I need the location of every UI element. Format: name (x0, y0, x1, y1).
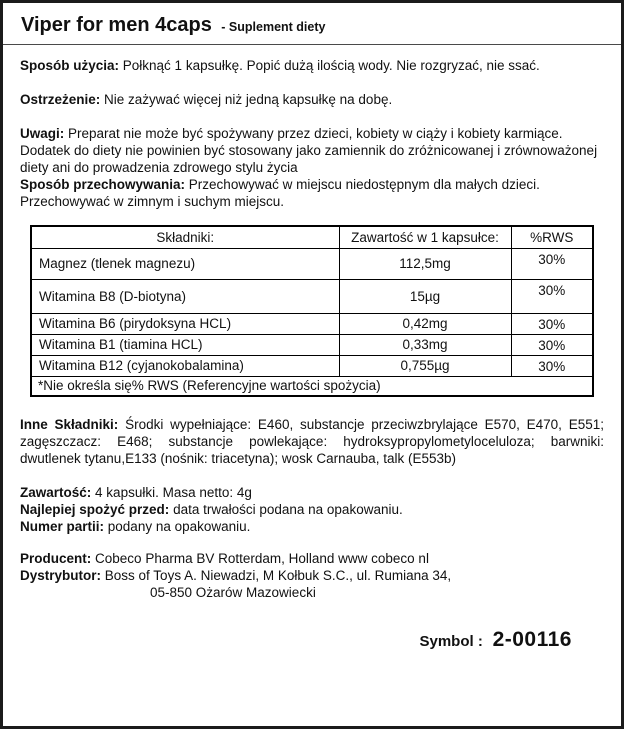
table-row (31, 279, 593, 313)
ingredient-rws: 30% (511, 248, 593, 279)
distributor-address-line2: 05-850 Ożarów Mazowiecki (150, 585, 316, 600)
producer-line (20, 550, 604, 567)
best-before-label: Najlepiej spożyć przed: (20, 502, 170, 517)
label-header (3, 3, 621, 44)
usage-text: Połknąć 1 kapsułkę. Popić dużą ilością wody. Nie rozgryzać, nie ssać. (122, 58, 540, 73)
best-before-line (20, 501, 604, 518)
best-before-text: data trwałości podana na opakowaniu. (173, 502, 403, 517)
other-ingredients-paragraph (20, 416, 604, 467)
ingredient-name: Witamina B1 (tiamina HCL) (31, 334, 339, 355)
storage-text: Przechowywać w miejscu niedostępnym dla małych dzieci. Przechowywać w zimnym i suchym miejscu. (20, 177, 540, 209)
ingredient-amount: 0,42mg (339, 313, 511, 334)
ingredient-rws: 30% (511, 279, 593, 313)
table-row (31, 334, 593, 355)
ingredient-rws: 30% (511, 313, 593, 334)
column-header-rws: %RWS (511, 226, 593, 248)
table-row (31, 355, 593, 376)
distributor-line (20, 567, 604, 584)
storage-label: Sposób przechowywania: (20, 177, 186, 192)
notes-storage-block (20, 125, 604, 210)
column-header-amount: Zawartość w 1 kapsułce: (339, 226, 511, 248)
symbol-row (20, 628, 604, 651)
other-ingredients-label: Inne Składniki: (20, 417, 119, 432)
table-row (31, 248, 593, 279)
product-subtitle: - Suplement diety (221, 20, 326, 34)
table-row (31, 313, 593, 334)
table-footnote-row (31, 376, 593, 396)
batch-number-line (20, 518, 604, 535)
column-header-ingredients: Składniki: (31, 226, 339, 248)
batch-number-text: podany na opakowaniu. (107, 519, 251, 534)
ingredient-name: Witamina B12 (cyjanokobalamina) (31, 355, 339, 376)
ingredient-amount: 0,33mg (339, 334, 511, 355)
ingredient-name: Magnez (tlenek magnezu) (31, 248, 339, 279)
symbol-value: 2-00116 (492, 628, 572, 651)
producer-text: Cobeco Pharma BV Rotterdam, Holland www cobeco nl (95, 551, 429, 566)
ingredient-amount: 0,755µg (339, 355, 511, 376)
distributor-label: Dystrybutor: (20, 568, 102, 583)
storage-paragraph (20, 176, 604, 210)
warning-paragraph (20, 91, 604, 108)
table-header-row (31, 226, 593, 248)
ingredient-rws: 30% (511, 334, 593, 355)
notes-paragraph (20, 125, 604, 176)
usage-label: Sposób użycia: (20, 58, 120, 73)
package-details-block (20, 484, 604, 535)
label-body (3, 45, 621, 650)
ingredient-name: Witamina B6 (pirydoksyna HCL) (31, 313, 339, 334)
symbol-label: Symbol : (419, 633, 483, 650)
ingredient-rws: 30% (511, 355, 593, 376)
notes-text: Preparat nie może być spożywany przez dzieci, kobiety w ciąży i kobiety karmiące. Dodatek do diety nie powinien być stosowany jako zamiennik do zróżnicowanej i zrównoważonej diety ani do prowadzenia zdrowego stylu życia (20, 126, 598, 175)
ingredients-table (30, 225, 594, 397)
content-label: Zawartość: (20, 485, 92, 500)
content-line (20, 484, 604, 501)
notes-label: Uwagi: (20, 126, 65, 141)
ingredient-amount: 112,5mg (339, 248, 511, 279)
producer-label: Producent: (20, 551, 92, 566)
company-details-block (20, 550, 604, 601)
other-ingredients-text: Środki wypełniające: E460, substancje przeciwzbrylające E570, E470, E551; zagęszczacz: E468; substancje powlekające: hydroksypropylometyloceluloza; barwniki: dwutlenek tytanu,E133 (nośnik: triacetyna); wosk Carnauba, talk (E553b) (20, 417, 604, 466)
warning-text: Nie zażywać więcej niż jedną kapsułkę na dobę. (104, 92, 393, 107)
distributor-text: Boss of Toys A. Niewadzi, M Kołbuk S.C., ul. Rumiana 34, (104, 568, 452, 583)
product-title: Viper for men 4caps (21, 14, 212, 36)
content-text: 4 kapsułki. Masa netto: 4g (95, 485, 252, 500)
batch-number-label: Numer partii: (20, 519, 105, 534)
ingredient-amount: 15µg (339, 279, 511, 313)
usage-paragraph (20, 57, 604, 74)
ingredient-name: Witamina B8 (D-biotyna) (31, 279, 339, 313)
rws-footnote: *Nie określa się% RWS (Referencyjne wartości spożycia) (31, 376, 593, 396)
warning-label: Ostrzeżenie: (20, 92, 101, 107)
